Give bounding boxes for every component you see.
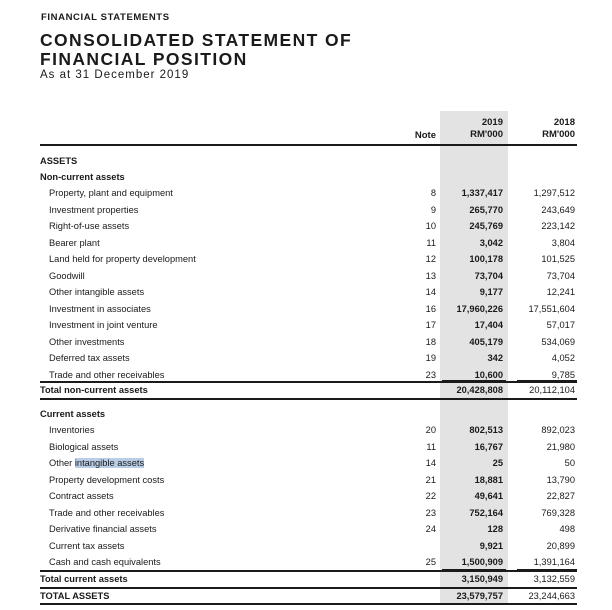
row-label: Trade and other receivables: [49, 507, 165, 518]
value-2018: 50: [564, 458, 575, 468]
note-ref: 11: [426, 237, 436, 248]
value-2018: 17,551,604: [528, 303, 575, 314]
value-2019: 265,770: [469, 204, 503, 215]
value-2018: 101,525: [541, 254, 575, 264]
note-ref: 12: [425, 254, 436, 264]
table-row: [0, 284, 612, 300]
value-2019: 342: [487, 353, 503, 363]
value-2019: 20,428,808: [456, 385, 503, 395]
row-label: Investment in associates: [49, 303, 151, 314]
value-2018: 9,785: [551, 369, 575, 380]
note-ref: 13: [425, 270, 436, 281]
selected-text-highlight: intangible assets: [74, 458, 145, 468]
note-ref: 14: [425, 458, 436, 468]
value-2018: 3,132,559: [533, 574, 575, 584]
row-label: Cash and cash equivalents: [49, 557, 161, 567]
value-2018: 23,244,663: [528, 591, 575, 601]
column-header-2018-year: 2018: [553, 117, 575, 128]
value-2019: 100,178: [469, 254, 503, 264]
row-label: Deferred tax assets: [49, 353, 130, 363]
value-2019: 23,579,757: [456, 591, 503, 601]
note-ref: 21: [425, 474, 436, 485]
note-ref: 9: [430, 204, 436, 215]
section-label: FINANCIAL STATEMENTS: [41, 12, 170, 23]
value-2019: 73,704: [474, 270, 503, 281]
value-2019: 245,769: [469, 221, 503, 231]
table-row: [0, 521, 612, 537]
value-2018: 20,112,104: [529, 385, 575, 395]
note-ref: 22: [425, 491, 436, 501]
value-2019: 16,767: [474, 441, 503, 452]
page-subtitle: As at 31 December 2019: [40, 69, 190, 81]
column-header-2018: [542, 117, 575, 141]
row-label-part: Other: [49, 458, 75, 468]
value-2018: 243,649: [541, 204, 575, 215]
row-label: TOTAL ASSETS: [40, 591, 110, 601]
column-header-note: Note: [414, 130, 436, 141]
value-2018: 57,017: [546, 320, 575, 330]
value-2018: 73,704: [546, 270, 575, 281]
note-ref: 24: [425, 524, 436, 534]
value-2018: 22,827: [546, 491, 575, 501]
value-2019: 3,150,949: [461, 574, 503, 584]
table-row: [0, 422, 612, 438]
column-header-2019: [470, 117, 503, 141]
value-2019: 405,179: [469, 336, 503, 347]
column-header-2019-unit: RM'000: [470, 129, 503, 140]
page-title-line-2: FINANCIAL POSITION: [40, 49, 248, 69]
note-ref: 23: [425, 369, 436, 380]
table-row: [0, 235, 612, 251]
row-label: Trade and other receivables: [49, 369, 165, 380]
table-row: [0, 554, 612, 570]
table-row: [0, 218, 612, 234]
total-non-current-bottom-rule: [40, 398, 577, 400]
value-2018: 1,297,512: [533, 188, 575, 198]
value-2018: 769,328: [541, 507, 575, 518]
table-row: [0, 472, 612, 488]
note-ref: 10: [425, 221, 436, 231]
value-2019: 49,641: [474, 491, 503, 501]
note-ref: 8: [430, 188, 436, 198]
row-label: Land held for property development: [49, 254, 196, 264]
row-label: Biological assets: [49, 441, 119, 452]
note-ref: 14: [425, 287, 436, 297]
total-non-current-row: [0, 382, 612, 398]
row-label: Other investments: [49, 336, 125, 347]
assets-heading: ASSETS: [40, 156, 78, 166]
note-ref: 18: [425, 336, 436, 347]
value-2018: 21,980: [546, 441, 575, 452]
value-2018: 534,069: [541, 336, 575, 347]
row-label: Property, plant and equipment: [49, 188, 173, 198]
total-current-row: [0, 571, 612, 587]
table-row: [0, 350, 612, 366]
table-row: [0, 268, 612, 284]
column-header-2018-unit: RM'000: [542, 129, 575, 140]
row-label: Derivative financial assets: [49, 524, 157, 534]
row-label: Property development costs: [49, 474, 165, 485]
total-assets-rule: [40, 603, 577, 605]
table-row: [0, 202, 612, 218]
value-2018: 4,052: [551, 353, 575, 363]
row-label: [49, 455, 144, 471]
table-row: [0, 334, 612, 350]
note-ref: 20: [425, 425, 436, 435]
value-2019: 17,960,226: [456, 303, 503, 314]
current-heading-row: [0, 406, 612, 422]
table-row: [0, 488, 612, 504]
value-2018: 3,804: [551, 237, 575, 248]
value-2019: 752,164: [469, 507, 503, 518]
value-2019: 3,042: [479, 237, 503, 248]
value-2019: 9,921: [479, 540, 503, 551]
table-row: [0, 317, 612, 333]
note-ref: 16: [425, 303, 436, 314]
value-2019: 128: [487, 524, 503, 534]
table-row: [0, 538, 612, 554]
note-ref: 23: [425, 507, 436, 518]
row-label: Inventories: [49, 425, 95, 435]
value-2019: 802,513: [469, 425, 503, 435]
non-current-heading: Non-current assets: [40, 172, 125, 182]
table-row: [0, 439, 612, 455]
row-label: Contract assets: [49, 491, 114, 501]
value-2019: 10,600: [474, 369, 503, 380]
note-ref: 17: [425, 320, 436, 330]
value-2019: 9,177: [479, 287, 503, 297]
table-row: [0, 505, 612, 521]
value-2018: 1,391,164: [533, 557, 575, 567]
value-2019: 25: [492, 458, 503, 468]
value-2019: 1,500,909: [461, 557, 503, 567]
value-2018: 498: [559, 524, 575, 534]
non-current-heading-row: [0, 169, 612, 185]
value-2018: 223,142: [541, 221, 575, 231]
value-2018: 20,899: [546, 540, 575, 551]
row-label: Other intangible assets: [49, 287, 145, 297]
value-2018: 12,241: [546, 287, 575, 297]
row-label: Investment properties: [49, 204, 139, 215]
note-ref: 25: [425, 557, 436, 567]
table-row: [0, 251, 612, 267]
row-label: Current tax assets: [49, 540, 125, 551]
note-ref: 19: [425, 353, 436, 363]
value-2018: 892,023: [541, 425, 575, 435]
note-ref: 11: [426, 441, 436, 452]
header-rule: [40, 144, 577, 146]
value-2019: 1,337,417: [461, 188, 503, 198]
value-2019: 18,881: [474, 474, 503, 485]
row-label: Bearer plant: [49, 237, 100, 248]
row-label: Investment in joint venture: [49, 320, 158, 330]
page-title-line-1: CONSOLIDATED STATEMENT OF: [40, 30, 353, 50]
value-2018: 13,790: [546, 474, 575, 485]
table-row: [0, 185, 612, 201]
row-label: Total current assets: [40, 574, 128, 584]
row-label: Right-of-use assets: [49, 221, 130, 231]
row-label: Goodwill: [49, 270, 85, 281]
row-label: Total non-current assets: [40, 385, 148, 395]
table-row: [0, 455, 612, 471]
page-title: [40, 31, 352, 69]
column-header-2019-year: 2019: [481, 117, 503, 128]
total-assets-row: [0, 588, 612, 604]
table-row: [0, 301, 612, 317]
assets-heading-row: [0, 153, 612, 169]
value-2019: 17,404: [474, 320, 503, 330]
current-heading: Current assets: [40, 409, 106, 419]
